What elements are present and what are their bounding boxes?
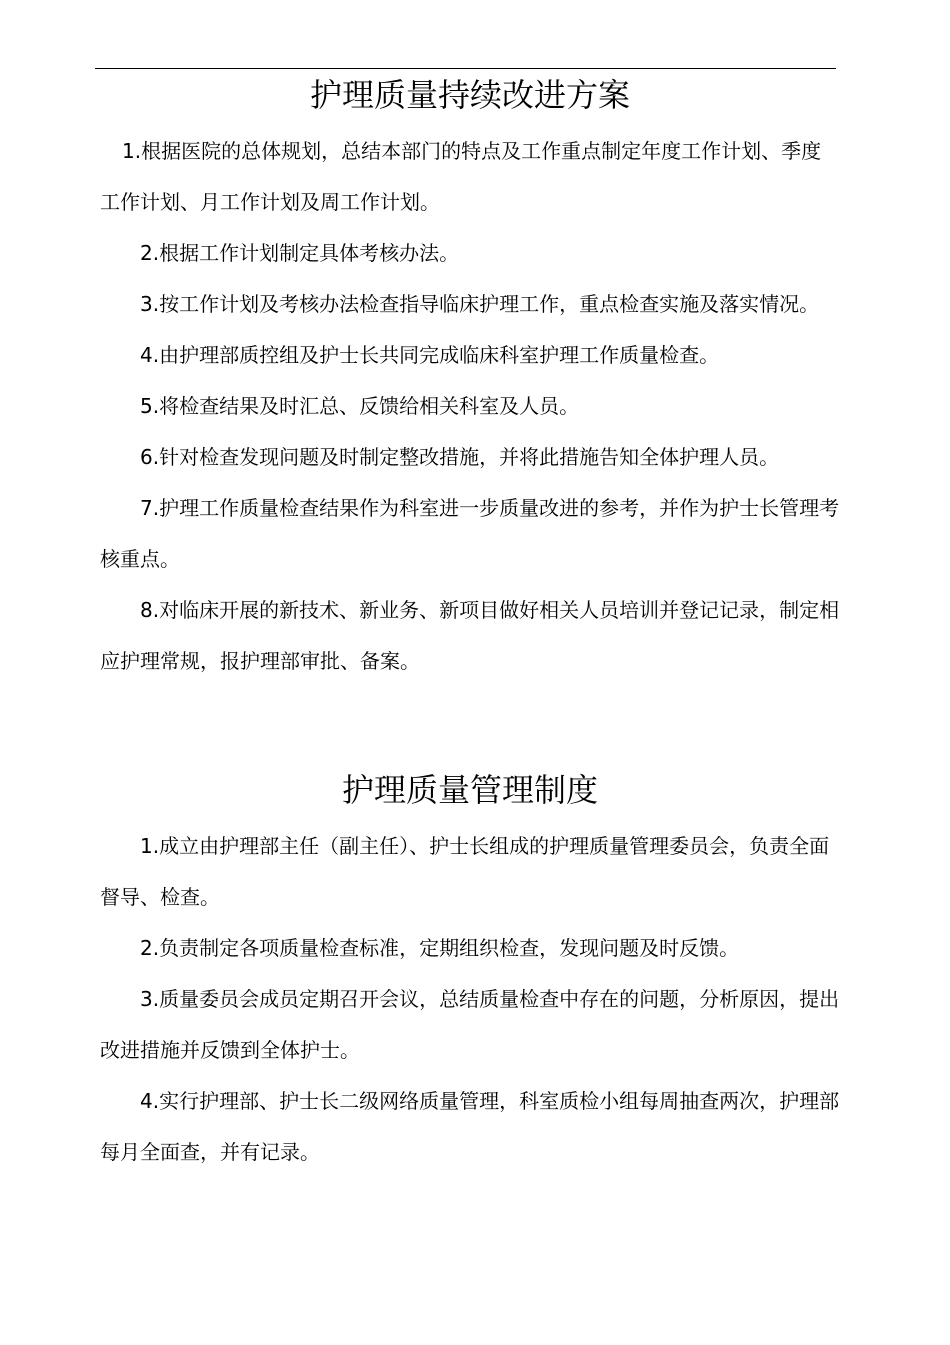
list-item: 6.针对检查发现问题及时制定整改措施，并将此措施告知全体护理人员。: [140, 445, 780, 469]
list-item: 7.护理工作质量检查结果作为科室进一步质量改进的参考，并作为护士长管理考核重点。: [100, 496, 840, 571]
section-title: 护理质量管理制度: [341, 771, 598, 809]
list-item: 1.成立由护理部主任（副主任）、护士长组成的护理质量管理委员会，负责全面督导、检查。: [100, 834, 830, 909]
item-list: [100, 126, 840, 687]
list-item: 2.根据工作计划制定具体考核办法。: [140, 241, 460, 265]
header-rule: [95, 68, 836, 69]
list-item: 3.质量委员会成员定期召开会议，总结质量检查中存在的问题，分析原因，提出改进措施并反馈到全体护士。: [100, 987, 840, 1062]
item-list: [100, 821, 840, 1178]
section-quality-improvement-plan: [100, 72, 840, 687]
list-item: 8.对临床开展的新技术、新业务、新项目做好相关人员培训并登记记录，制定相应护理常规，报护理部审批、备案。: [100, 598, 840, 673]
list-item: 2.负责制定各项质量检查标准，定期组织检查，发现问题及时反馈。: [140, 936, 740, 960]
section-title: 护理质量持续改进方案: [309, 76, 630, 114]
list-item: 4.实行护理部、护士长二级网络质量管理，科室质检小组每周抽查两次，护理部每月全面查，并有记录。: [100, 1089, 840, 1164]
list-item: 5.将检查结果及时汇总、反馈给相关科室及人员。: [140, 394, 580, 418]
list-item: 4.由护理部质控组及护士长共同完成临床科室护理工作质量检查。: [140, 343, 720, 367]
section-quality-management-system: [100, 767, 840, 1178]
list-item: 1.根据医院的总体规划，总结本部门的特点及工作重点制定年度工作计划、季度工作计划、月工作计划及周工作计划。: [100, 139, 822, 214]
list-item: 3.按工作计划及考核办法检查指导临床护理工作，重点检查实施及落实情况。: [140, 292, 820, 316]
